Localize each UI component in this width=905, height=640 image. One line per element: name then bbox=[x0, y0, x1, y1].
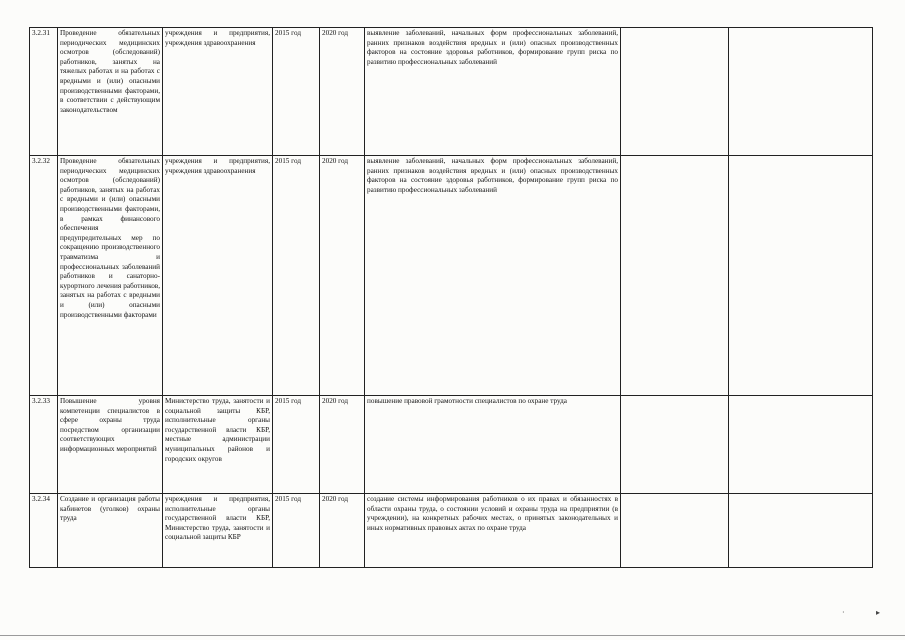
end-year: 2020 год bbox=[320, 494, 365, 568]
end-year: 2020 год bbox=[320, 396, 365, 494]
end-year: 2020 год bbox=[320, 156, 365, 396]
executor: учреждения и предприятия, учреждения здравоохранения bbox=[163, 156, 273, 396]
start-year: 2015 год bbox=[273, 494, 320, 568]
start-year: 2015 год bbox=[273, 156, 320, 396]
row-number: 3.2.32 bbox=[30, 156, 58, 396]
row-number: 3.2.33 bbox=[30, 396, 58, 494]
empty-cell bbox=[729, 494, 873, 568]
table-row bbox=[30, 28, 873, 156]
executor: учреждения и предприятия, учреждения здравоохранения bbox=[163, 28, 273, 156]
table-row bbox=[30, 396, 873, 494]
expected-result: выявление заболеваний, начальных форм профессиональных заболеваний, ранних признаков воздействия вредных и (или) опасных производственных факторов на состояние здоровья работников, формирование групп риска по развитию профессиональных заболеваний bbox=[365, 28, 621, 156]
row-number: 3.2.31 bbox=[30, 28, 58, 156]
table-row bbox=[30, 156, 873, 396]
executor: Министерство труда, занятости и социальной защиты КБР, исполнительные органы государственной власти КБР, местные администрации муниципальных районов и городских округов bbox=[163, 396, 273, 494]
empty-cell bbox=[729, 156, 873, 396]
empty-cell bbox=[729, 396, 873, 494]
empty-cell bbox=[621, 156, 729, 396]
expected-result: повышение правовой грамотности специалистов по охране труда bbox=[365, 396, 621, 494]
executor: учреждения и предприятия, исполнительные органы государственной власти КБР, Министерство труда, занятости и социальной защиты КБР bbox=[163, 494, 273, 568]
expected-result: создание системы информирования работников о их правах и обязанностях в области охраны труда, о состоянии условий и охраны труда на предприятии (в учреждении), на конкретных рабочих местах, о принятых законодательных и иных нормативных правовых актах по охране труда bbox=[365, 494, 621, 568]
scan-speck: · bbox=[842, 608, 845, 617]
measure-name: Проведение обязательных периодических медицинских осмотров (обследований) работников, занятых на тяжелых работах и на работах с вредными и (или) опасными производственными факторами, в соответствии с действующим законодательством bbox=[58, 28, 163, 156]
row-number: 3.2.34 bbox=[30, 494, 58, 568]
empty-cell bbox=[621, 396, 729, 494]
empty-cell bbox=[621, 494, 729, 568]
end-year: 2020 год bbox=[320, 28, 365, 156]
table-row bbox=[30, 494, 873, 568]
empty-cell bbox=[729, 28, 873, 156]
start-year: 2015 год bbox=[273, 396, 320, 494]
scan-speck: ▸ bbox=[876, 608, 881, 617]
empty-cell bbox=[621, 28, 729, 156]
measure-name: Проведение обязательных периодических медицинских осмотров (обследований) работников, занятых на работах с вредными и (или) опасными производственными факторами, в рамках финансового обеспечения предупредительных мер по сокращению производственного травматизма и профессиональных заболеваний работников и санаторно-курортного лечения работников, занятых на работах с вредными и (или) опасными производственными факторами bbox=[58, 156, 163, 396]
measure-name: Повышение уровня компетенции специалистов в сфере охраны труда посредством организации соответствующих информационных мероприятий bbox=[58, 396, 163, 494]
scan-edge-line bbox=[0, 635, 905, 636]
measure-name: Создание и организация работы кабинетов (уголков) охраны труда bbox=[58, 494, 163, 568]
expected-result: выявление заболеваний, начальных форм профессиональных заболеваний, ранних признаков воздействия вредных и (или) опасных производственных факторов на состояние здоровья работников, формирование групп риска по развитию профессиональных заболеваний bbox=[365, 156, 621, 396]
program-table bbox=[29, 27, 873, 568]
start-year: 2015 год bbox=[273, 28, 320, 156]
